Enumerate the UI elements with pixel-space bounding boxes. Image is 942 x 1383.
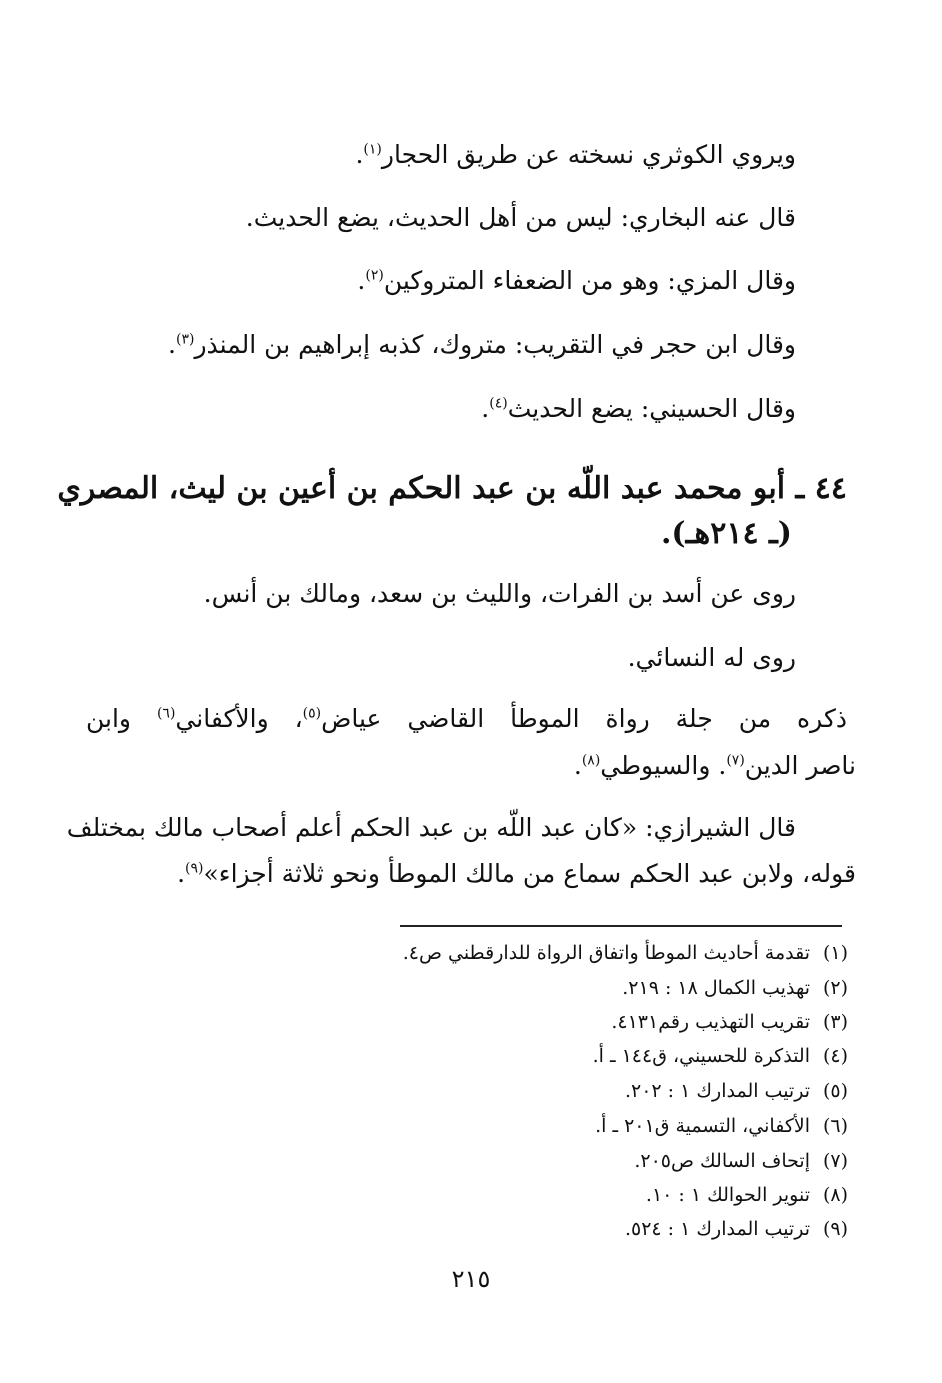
footnote-ref-7[interactable]: (٧) — [726, 752, 745, 769]
paragraph-text: روى عن أسد بن الفرات، والليث بن سعد، ومالك بن أنس. — [203, 579, 796, 608]
footnote-item — [625, 1216, 848, 1242]
footnote-number: (٧) — [822, 1150, 848, 1172]
footnote-item — [634, 1148, 848, 1174]
footnote-text: التذكرة للحسيني، ق١٤٤ ـ أ. — [592, 1045, 810, 1067]
paragraph-ibn-hajar: وقال ابن حجر في التقريب: متروك، كذبه إبراهيم بن المنذر$^{(٣)}$. — [168, 330, 796, 359]
paragraph-text: ويروي الكوثري نسخته عن طريق الحجار — [381, 140, 796, 169]
paragraph-text: قال الشيرازي: «كان عبد اللّه بن عبد الحكم أعلم أصحاب مالك بمختلف — [66, 813, 796, 842]
paragraph-narrated-from — [204, 577, 796, 611]
paragraph-text: وابن — [86, 704, 157, 733]
paragraph-text: روى له النسائي. — [627, 643, 796, 672]
page-number: ٢١٥ — [451, 1265, 491, 1293]
footnote-text: تنوير الحوالك ١ : ١٠. — [645, 1184, 810, 1206]
footnote-ref-4[interactable]: (٤) — [489, 395, 508, 412]
footnote-text: تهذيب الكمال ١٨ : ٢١٩. — [622, 977, 810, 999]
footnote-ref-5[interactable]: (٥) — [302, 705, 322, 722]
paragraph-mentioned-line1 — [86, 702, 847, 736]
footnote-item — [646, 1182, 848, 1208]
footnote-item — [593, 1043, 848, 1069]
paragraph-text: قوله، ولابن عبد الحكم سماع من مالك الموطأ ونحو ثلاثة أجزاء» — [203, 859, 856, 888]
paragraph-text: ، والأكفاني — [175, 704, 303, 733]
footnote-item — [611, 1009, 848, 1035]
paragraph-bukhari — [246, 201, 796, 235]
footnote-ref-2[interactable]: (٢) — [365, 267, 384, 284]
paragraph-nasai — [628, 641, 796, 675]
footnote-item — [595, 1113, 848, 1139]
footnote-item — [622, 975, 848, 1001]
footnote-item — [625, 1078, 848, 1104]
footnote-text: تقريب التهذيب رقم٤١٣١. — [611, 1011, 810, 1033]
footnote-ref-3[interactable]: (٣) — [176, 331, 195, 348]
paragraph-text: وقال الحسيني: يضع الحديث — [507, 394, 796, 423]
entry-heading-date — [661, 517, 792, 551]
footnote-ref-8[interactable]: (٨) — [581, 752, 601, 769]
footnote-number: (٤) — [822, 1045, 848, 1067]
paragraph-text: ذكره من جلة رواة الموطأ القاضي عياض — [321, 704, 847, 733]
footnote-text: ترتيب المدارك ١ : ٥٢٤. — [624, 1218, 810, 1240]
entry-heading — [57, 472, 847, 506]
paragraph-text: وقال ابن حجر في التقريب: متروك، كذبه إبراهيم بن المنذر — [194, 330, 796, 359]
paragraph-kawthari: ويروي الكوثري نسخته عن طريق الحجار$^{(١)}$. — [355, 140, 796, 169]
entry-heading-line1: ٤٤ ـ أبو محمد عبد اللّه بن عبد الحكم بن أعين بن ليث، المصري — [57, 471, 847, 506]
footnote-text: إتحاف السالك ص٢٠٥. — [634, 1150, 810, 1172]
footnote-item — [403, 940, 848, 966]
paragraph-text: قال عنه البخاري: ليس من أهل الحديث، يضع الحديث. — [245, 203, 796, 232]
footnote-text: تقدمة أحاديث الموطأ واتفاق الرواة للدارقطني ص٤. — [402, 942, 810, 964]
footnote-ref-6[interactable]: (٦) — [156, 705, 176, 722]
footnote-text: ترتيب المدارك ١ : ٢٠٢. — [624, 1080, 810, 1102]
paragraph-text: وقال المزي: وهو من الضعفاء المتروكين — [383, 266, 796, 295]
footnote-number: (٦) — [822, 1115, 848, 1137]
footnote-text: الأكفاني، التسمية ق٢٠١ ـ أ. — [595, 1115, 810, 1137]
footnote-number: (٢) — [822, 977, 848, 999]
footnote-separator — [400, 925, 842, 927]
footnote-number: (٨) — [822, 1184, 848, 1206]
footnote-ref-9[interactable]: (٩) — [185, 860, 204, 877]
paragraph-husayni: وقال الحسيني: يضع الحديث$^{(٤)}$. — [481, 394, 796, 423]
footnote-number: (٩) — [822, 1218, 848, 1240]
paragraph-mizzi: وقال المزي: وهو من الضعفاء المتروكين$^{(٢)}$. — [357, 266, 796, 295]
entry-heading-line2: (ـ ٢١٤هـ). — [660, 516, 792, 551]
paragraph-shirazi-line1 — [66, 811, 796, 845]
paragraph-text: . والسيوطي — [600, 751, 727, 780]
paragraph-mentioned-line2: ناصر الدين$^{(٧)}$. والسيوطي$^{(٨)}$. — [573, 751, 856, 780]
paragraph-text: ناصر الدين — [744, 751, 856, 780]
footnote-number: (٣) — [822, 1011, 848, 1033]
paragraph-shirazi-line2: قوله، ولابن عبد الحكم سماع من مالك الموطأ ونحو ثلاثة أجزاء»$^{(٩)}$. — [177, 859, 856, 888]
footnote-number: (١) — [822, 942, 848, 964]
footnote-number: (٥) — [822, 1080, 848, 1102]
footnote-ref-1[interactable]: (١) — [363, 141, 382, 158]
